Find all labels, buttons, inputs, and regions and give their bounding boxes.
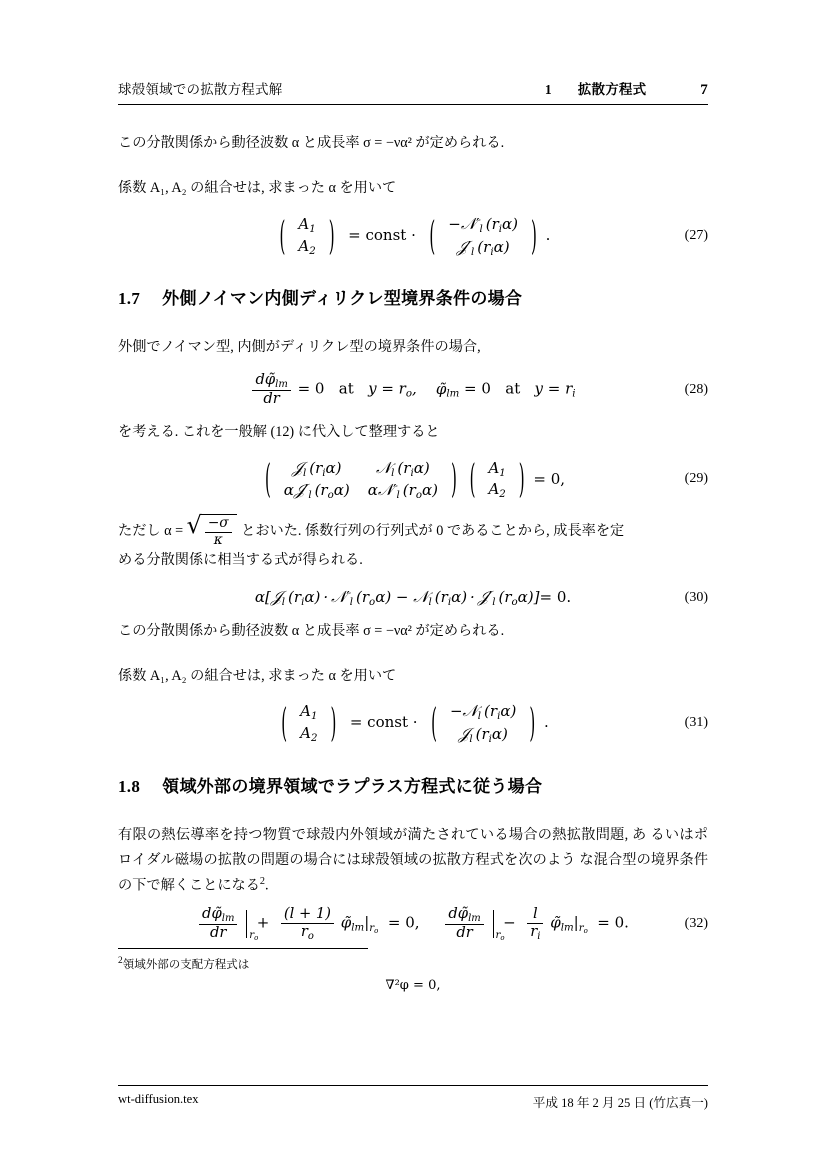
equation-28-at2: at	[505, 379, 521, 398]
page-footer	[118, 1085, 708, 1111]
equation-28-number: (28)	[684, 381, 708, 397]
paragraph-determinant-cont: める分散関係に相当する式が得られる.	[118, 551, 363, 568]
footnote-equation: ∇²φ = 0,	[385, 978, 441, 994]
page-content	[118, 78, 708, 993]
equation-32-number: (32)	[684, 915, 708, 931]
section-title-1-8: 領域外部の境界領域でラプラス方程式に従う場合	[162, 777, 543, 797]
section-number-1-7: 1.7	[118, 289, 141, 309]
equation-28	[118, 372, 708, 407]
footnote-rule	[118, 948, 368, 949]
equation-28-rhs2: = 0	[464, 379, 491, 398]
equation-31	[118, 700, 708, 746]
paragraph-laplace-line3: な混合型の境界条件の下で解くことになる	[118, 851, 709, 894]
equation-28-rhs1: = 0	[297, 379, 325, 398]
paragraph-determinant-part1: ただし α =	[118, 523, 184, 540]
paragraph-dispersion-2: この分散関係から動径波数 α と成長率 σ = −να² が定められる.	[118, 622, 505, 639]
footer-rule	[118, 1085, 708, 1086]
page-number: 7	[700, 82, 708, 98]
footnote-reference: 2	[259, 875, 265, 887]
running-head	[118, 78, 708, 99]
footnote-marker: 2	[118, 955, 123, 966]
equation-32	[118, 906, 708, 941]
inline-sqrt-alpha: √ $\frac{-\sigma}{\kappa}$	[187, 523, 242, 539]
footnote-text: 領域外部の支配方程式は	[122, 958, 250, 971]
equation-27-body: ( $A_1$ $A_2$ ) = const · ( $-𝒩'_l$ $(r_i\alpha)$ $𝒥'_l$ $(r_i\alpha)$ ) .	[279, 212, 551, 259]
paragraph-substitute: を考える. これを一般解 (12) に代入して整理すると	[118, 423, 440, 440]
equation-28-at1: at	[338, 379, 354, 398]
equation-29-body: ( 𝒥$_l$ $(r_i\alpha)$ 𝒩$_l$ $(r_i\alpha)$ $\alpha 𝒥'_l$ $(r_o\alpha)$ $\alpha 𝒩'_l$ $(r_o\alpha)$ ) ( $A_1$ $A_2$ ) = 0,	[264, 455, 566, 503]
equation-29-number: (29)	[684, 471, 708, 487]
section-number-1-8: 1.8	[118, 777, 141, 797]
paragraph-laplace-line1: 有限の熱伝導率を持つ物質で球殻内外領域が満たされている場合の熱拡散問題, あ	[118, 827, 647, 844]
running-head-section-number: 1	[544, 82, 552, 97]
paragraph-coefficients-1: 係数 A₁, A₂ の組合せは, 求まった α を用いて	[118, 179, 397, 196]
equation-30	[118, 585, 708, 611]
equation-30-body: α[𝒥$_l$ $(r_i\alpha)$ · $𝒩'_l$ $(r_o\alpha)$ − 𝒩$_l$ $(r_i\alpha)$ · $𝒥'_l$ $(r_o\alpha)]= 0$.	[254, 587, 572, 609]
section-heading-1-8	[118, 772, 708, 797]
paragraph-coefficients-2: 係数 A₁, A₂ の組合せは, 求まった α を用いて	[118, 667, 397, 684]
paragraph-laplace-intro	[118, 823, 708, 898]
paragraph-laplace-line2: るいはポロイダル磁場の拡散の問題の場合には球殻領域の拡散方程式を次のよう	[118, 827, 708, 868]
equation-30-rhs: = 0.	[539, 588, 572, 607]
footer-date: 平成 18 年 2 月 25 日 (竹広真一)	[532, 1096, 708, 1110]
equation-29	[118, 457, 708, 503]
footnote	[118, 954, 708, 975]
section-title-1-7: 外側ノイマン内側ディリクレ型境界条件の場合	[162, 289, 523, 309]
paragraph-determinant	[118, 511, 708, 548]
section-heading-1-7	[118, 284, 708, 309]
equation-31-number: (31)	[684, 715, 708, 731]
paragraph-bc-description: 外側でノイマン型, 内側がディリクレ型の境界条件の場合,	[118, 339, 481, 356]
paragraph-determinant-part2: とおいた. 係数行列の行列式が 0 であることから, 成長率を定	[241, 523, 625, 540]
equation-31-body: ( $A_1$ $A_2$ ) = const · ( −𝒩$_l$ $(r_i\alpha)$ 𝒥$_l$ $(r_i\alpha)$ ) .	[281, 699, 549, 747]
running-head-title: 球殻領域での拡散方程式解	[118, 82, 283, 97]
footer-filename: wt‑diffusion.tex	[118, 1092, 199, 1106]
paragraph-laplace-line4: .	[265, 877, 269, 894]
equation-28-body: $\frac{d\varphĩ_{lm}}{dr}$ = 0 at $y = r_o$, $\varphĩ_{lm} = 0$ at $y = r_i$	[250, 372, 575, 407]
running-head-section-title: 拡散方程式	[577, 82, 647, 97]
equation-27-number: (27)	[684, 227, 708, 243]
equation-32-body: $\frac{d\varphĩ_{lm}}{dr}$ $r_o$ + $\frac{(l + 1)}{r_o}$ $\varphĩ_{lm}|_{r_o} = 0$, $\frac{d\varphĩ_{lm}}{dr}$ $r_o$ − $\frac{l}{r_i}$ $\varphĩ_{lm}|_{r_o} = 0$.	[197, 906, 629, 941]
paragraph-dispersion-1: この分散関係から動径波数 α と成長率 σ = −να² が定められる.	[118, 135, 505, 151]
equation-27	[118, 213, 708, 259]
equation-29-rhs: = 0,	[533, 469, 566, 488]
equation-30-number: (30)	[684, 589, 708, 605]
